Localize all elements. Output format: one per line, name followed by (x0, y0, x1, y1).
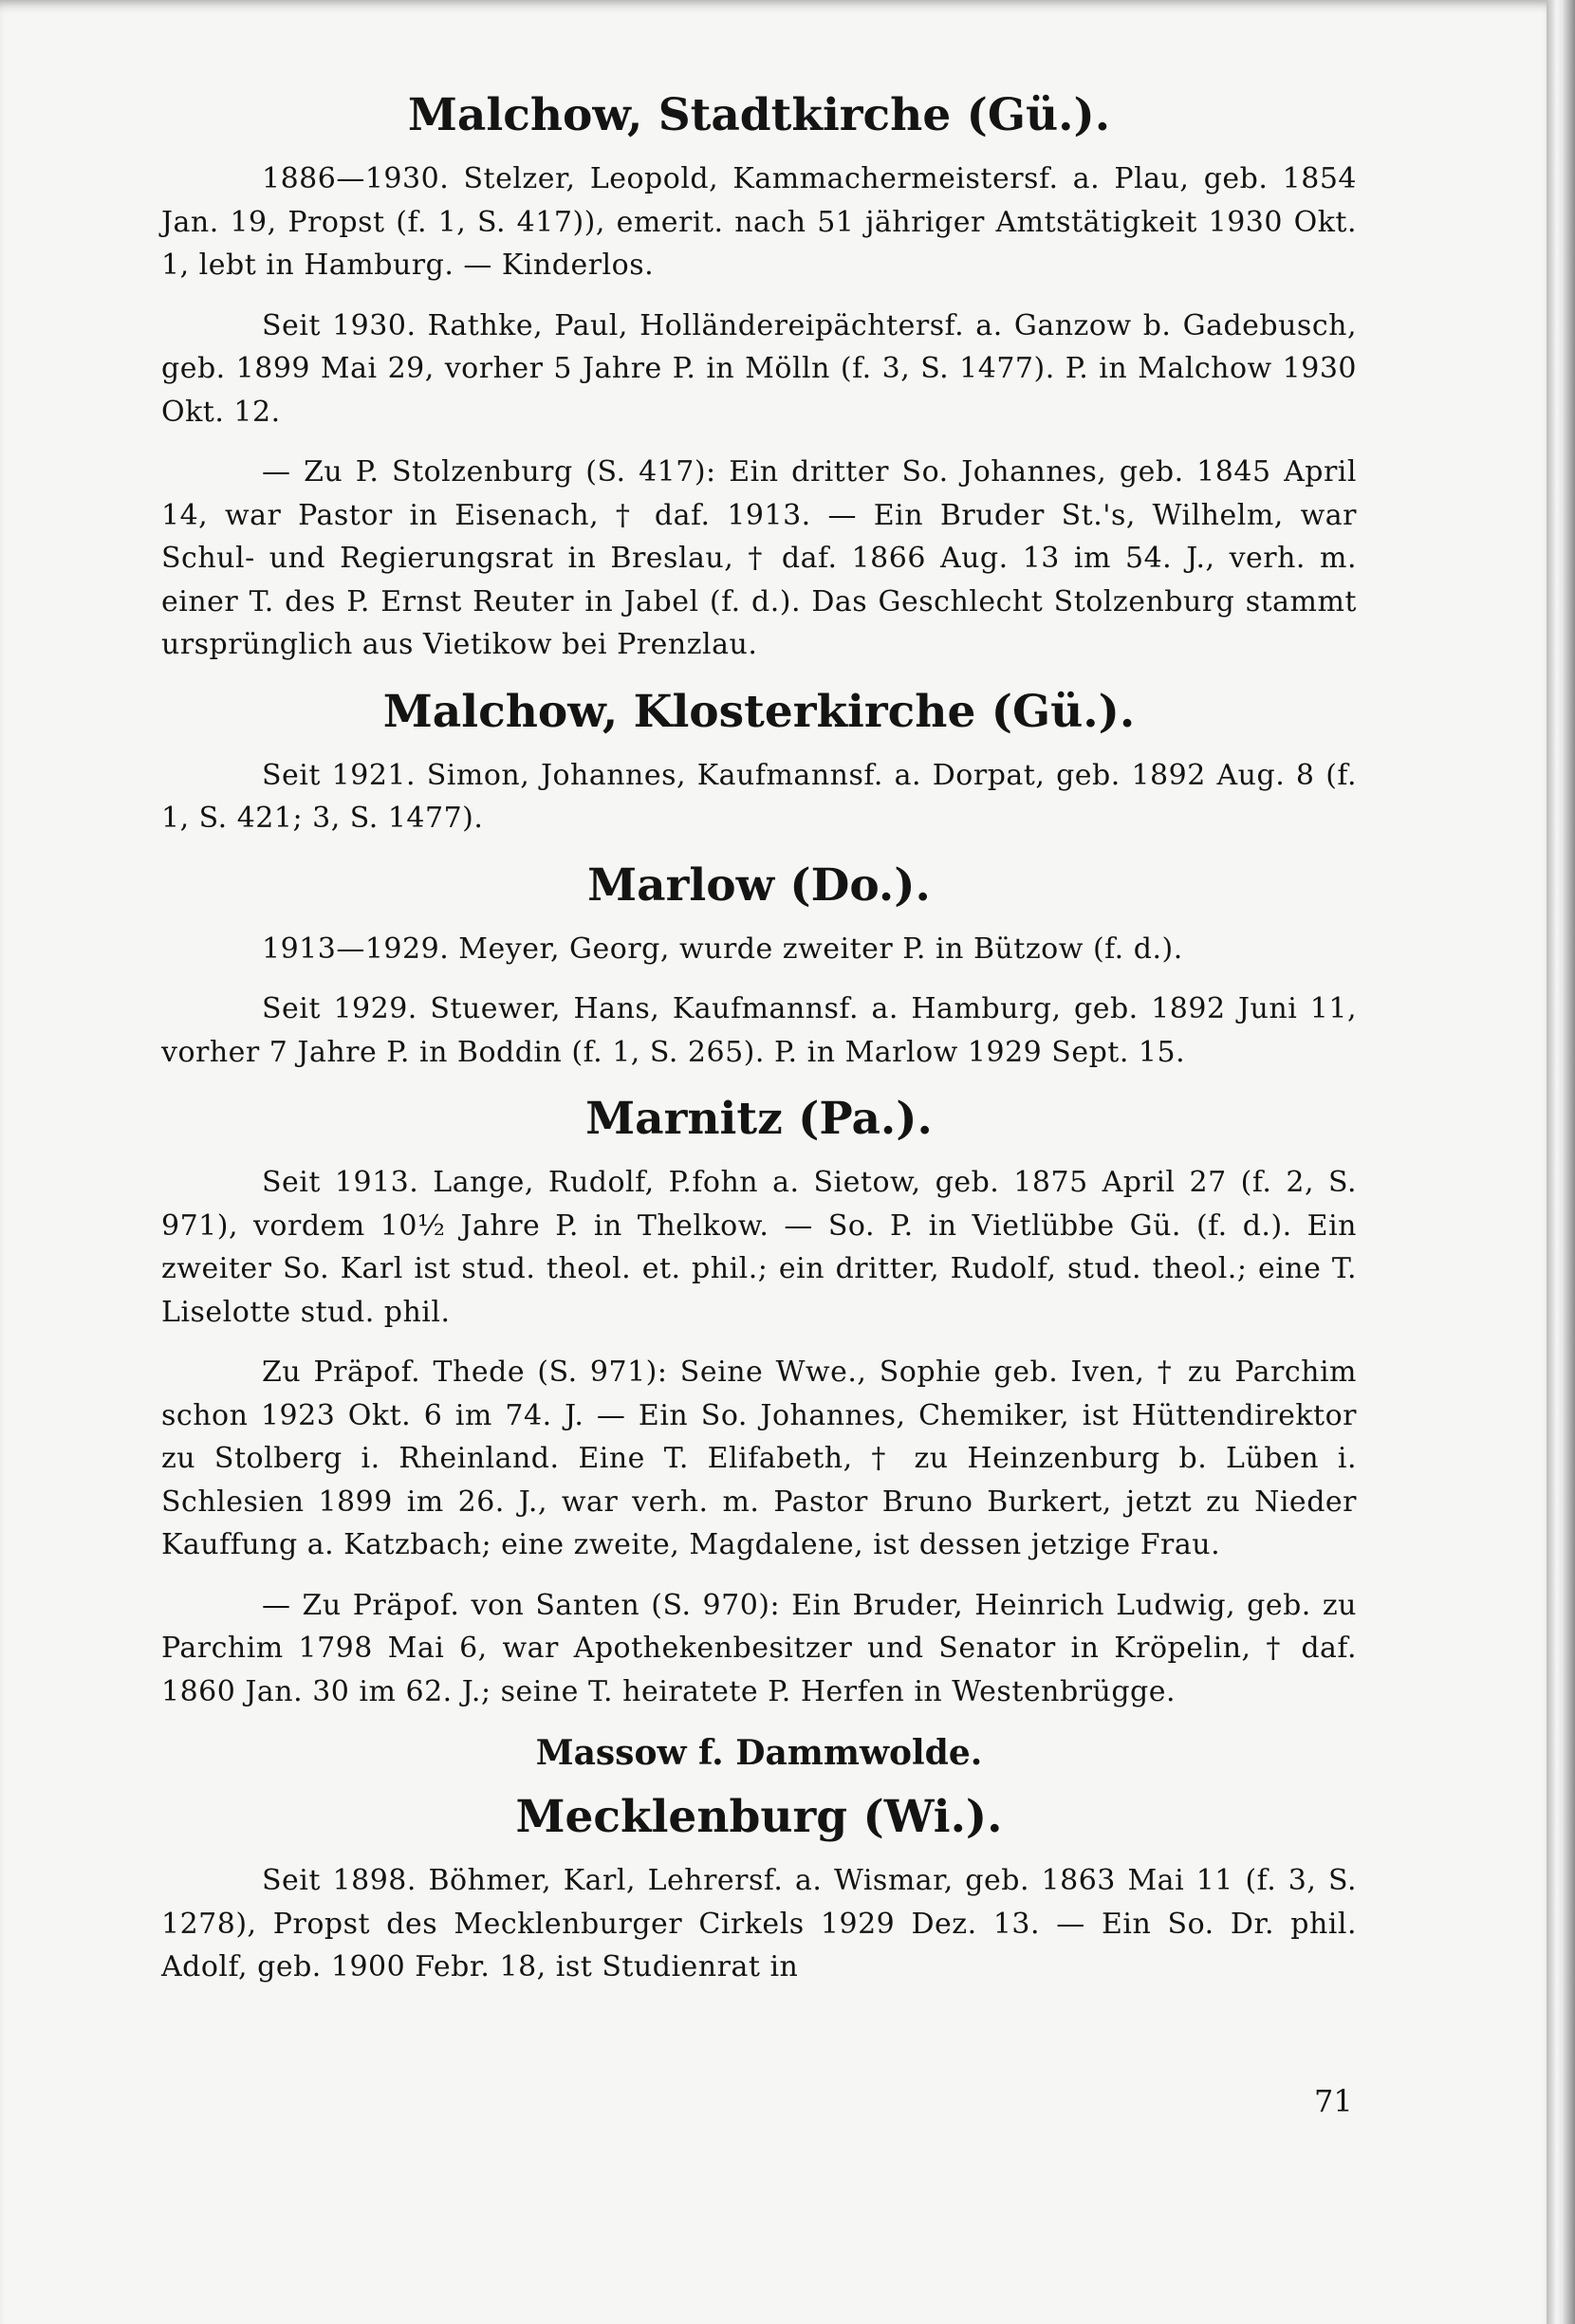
heading-malchow-stadtkirche: Malchow, Stadtkirche (Gü.). (407, 89, 1111, 141)
paragraph: Seit 1913. Lange, Rudolf, P.fohn a. Sietow, geb. 1875 April 27 (f. 2, S. 971), vordem 10½ Jahre P. in Thelkow. — So. P. in Vietlübbe Gü. (f. d.). Ein zweiter So. Karl ist stud. theol. et. phil.; ein dritter, Rudolf, stud. theol.; eine T. Liselotte stud. phil. (161, 1166, 1357, 1329)
paragraph: — Zu P. Stolzenburg (S. 417): Ein dritter So. Johannes, geb. 1845 April 14, war Pastor in Eisenach, † daf. 1913. — Ein Bruder St.'s, Wilhelm, war Schul- und Regierungsrat in Breslau, † daf. 1866 Aug. 13 im 54. J., verh. m. einer T. des P. Ernst Reuter in Jabel (f. d.). Das Geschlecht Stolzenburg stammt ursprünglich aus Vietikow bei Prenzlau. (161, 455, 1357, 661)
paragraph: 1913—1929. Meyer, Georg, wurde zweiter P. in Bützow (f. d.). (262, 931, 1183, 966)
paragraph: 1886—1930. Stelzer, Leopold, Kammachermeistersf. a. Plau, geb. 1854 Jan. 19, Propst (f. 1, S. 417)), emerit. nach 51 jähriger Amtstätigkeit 1930 Okt. 1, lebt in Hamburg. — Kinderlos. (161, 162, 1357, 282)
page-content (161, 87, 1357, 2006)
paragraph: Seit 1921. Simon, Johannes, Kaufmannsf. a. Dorpat, geb. 1892 Aug. 8 (f. 1, S. 421; 3, S. 1477). (161, 758, 1357, 835)
heading-mecklenburg: Mecklenburg (Wi.). (515, 1791, 1003, 1843)
paragraph: Zu Präpof. Thede (S. 971): Seine Wwe., Sophie geb. Iven, † zu Parchim schon 1923 Okt. 6 im 74. J. — Ein So. Johannes, Chemiker, ist Hüttendirektor zu Stolberg i. Rheinland. Eine T. Elifabeth, † zu Heinzenburg b. Lüben i. Schlesien 1899 im 26. J., war verh. m. Pastor Bruno Burkert, jetzt zu Nieder Kauffung a. Katzbach; eine zweite, Magdalene, ist dessen jetzige Frau. (161, 1356, 1357, 1561)
paragraph: — Zu Präpof. von Santen (S. 970): Ein Bruder, Heinrich Ludwig, geb. zu Parchim 1798 Mai 6, war Apothekenbesitzer und Senator in Kröpelin, † daf. 1860 Jan. 30 im 62. J.; seine T. heiratete P. Herfen in Westenbrügge. (161, 1588, 1357, 1708)
paragraph: Seit 1930. Rathke, Paul, Holländereipächtersf. a. Ganzow b. Gadebusch, geb. 1899 Mai 29, vorher 5 Jahre P. in Mölln (f. 3, S. 1477). P. in Malchow 1930 Okt. 12. (161, 308, 1357, 429)
page-number: 71 (1314, 2083, 1353, 2119)
heading-malchow-klosterkirche: Malchow, Klosterkirche (Gü.). (382, 685, 1136, 738)
paragraph: Seit 1929. Stuewer, Hans, Kaufmannsf. a. Hamburg, geb. 1892 Juni 11, vorher 7 Jahre P. in Boddin (f. 1, S. 265). P. in Marlow 1929 Sept. 15. (161, 992, 1357, 1069)
heading-massow: Massow f. Dammwolde. (535, 1733, 983, 1773)
heading-marlow: Marlow (Do.). (587, 858, 931, 912)
paragraph: Seit 1898. Böhmer, Karl, Lehrersf. a. Wismar, geb. 1863 Mai 11 (f. 3, S. 1278), Propst des Mecklenburger Cirkels 1929 Dez. 13. — Ein So. Dr. phil. Adolf, geb. 1900 Febr. 18, ist Studienrat in (161, 1864, 1357, 1983)
heading-marnitz: Marnitz (Pa.). (585, 1093, 933, 1145)
book-gutter (1547, 0, 1575, 2324)
